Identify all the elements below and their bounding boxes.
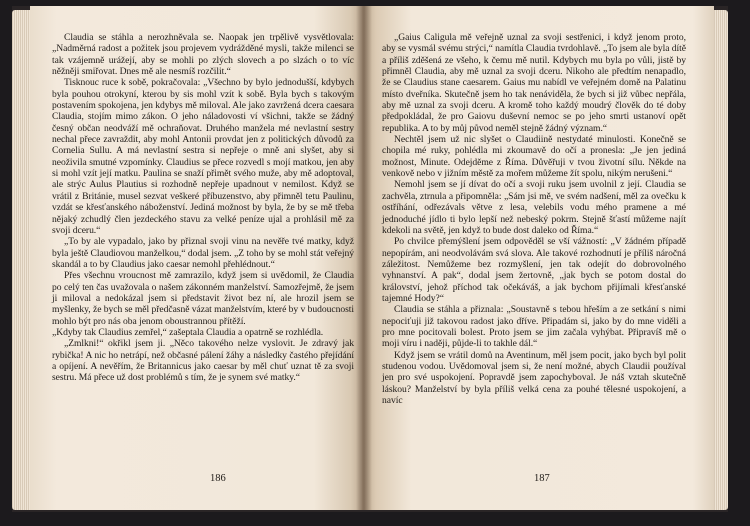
open-book bbox=[12, 6, 728, 512]
page-number-left: 186 bbox=[210, 473, 226, 484]
paragraph: Po chvilce přemýšlení jsem odpověděl se vší vážností: „V žádném případě nepopírám, ani neodvolávám svá slova. Ale takové rozhodnutí je příliš náročná záležitost. Nemůžeme bez rozmyšlení, jen tak odejít do dobrovolného vyhnanství. A pak“, dodal jsem žertovně, „jak bych se potom dostal do království, jehož příchod tak očekáváš, a jak bychom přijímali křesťanské tajemné Hody?“ bbox=[382, 236, 686, 304]
page-edges-right bbox=[712, 10, 728, 510]
paragraph: Nemohl jsem se jí dívat do očí a svoji ruku jsem uvolnil z její. Claudia se zachvěla, ztrnula a připomněla: „Sám jsi mě, ve svém nadšení, měl za ovečku k ostříhání, odřezávals větve z lesa, velebils vodu mého pramene a mé jednoduché jídlo ti bylo lepší než nebeský pokrm. Stejně šťastí můžeme najít kdekoli na světě, jen když to bude dost daleko od Říma.“ bbox=[382, 179, 686, 236]
paragraph: Přes všechnu vroucnost mě zamrazilo, když jsem si uvědomil, že Claudia po celý ten čas uvažovala o našem zákonném manželství. Samozřejmě, že jsem ji miloval a nedokázal jsem si představit život bez ní, ale hrozil jsem se myšlenky, že bych se měl předčasně vázat manželstvím, které by v budoucnosti mohlo být pro nás oba jenom oboustrannou přítěží. bbox=[52, 270, 354, 327]
page-number-right: 187 bbox=[534, 473, 550, 484]
left-page-text bbox=[52, 32, 354, 384]
paragraph: Claudia se stáhla a přiznala: „Soustavně s tebou hřeším a ze setkání s nimi nepociťuji již takovou radost jako dříve. Připadám si, jako by do mne viděli a pro mne pocitovali bolest. Proto jsem se jim začala vyhýbat. Připravíš mě o moji víru i naději, půjde-li to takhle dál.“ bbox=[382, 304, 686, 350]
paragraph: Claudia se stáhla a nerozhněvala se. Naopak jen trpělivě vysvětlovala: „Nadměrná radost a požitek jsou projevem vydrážděné mysli, takže milenci se tak vzájemně urážejí, aby se mohli po zlých slovech a po slzách o to víc něžněji smiřovat. Dnes mě ale nesmíš rozčilit.“ bbox=[52, 32, 354, 78]
paragraph: Když jsem se vrátil domů na Aventinum, měl jsem pocit, jako bych byl polit studenou vodou. Uvědomoval jsem si, že není možné, abych Claudii používal jen pro své uspokojení. Popravdě jsem zapochyboval. Je náš vztah skutečně láskou? Manželství by byla příliš velká cena za pouhé tělesné uspokojení, a navíc bbox=[382, 349, 686, 406]
paragraph: „Kdyby tak Claudius zemřel,“ zašeptala Claudia a opatrně se rozhlédla. bbox=[52, 326, 324, 338]
paragraph: Tisknouc ruce k sobě, pokračovala: „Všechno by bylo jednodušší, kdybych byla pouhou otrokyní, kterou by sis mohl vzít k sobě. Byla bych s takovým postavením spokojena, jen kdybys mě miloval. Ale jako zavržená dcera caesara Claudia, stojím mimo zákon. O jeho náladovosti ví všichni, takže se žádný česný občan neodváží mě ochraňovat. Druhého manžela mé nevlastní sestry nechal přece zavraždit, aby mohl Antonii provdat jen z politických důvodů za Cornelia Sullu. A má nevlastní sestra si nepřeje o mně ani slyšet, aby si neoživila smutné vzpomínky. Claudius se přece rozvedl s mojí matkou, jen aby si mohl vzít její matku. Paulina se snaží přimět svého muže, aby mě adoptoval, ale strýc Aulus Plautius si rozhodně nepřeje upadnout v nemilost. Když se vrátil z Británie, musel sezvat veškeré příbuzenstvo, aby přimněl tetu Paulinu, vzdát se křesťanského náboženství. Jediná možnost by byla, že by se mě třeba nějaký zchudlý člen jezdeckého stavu za velké peníze ujal a prohlásil mě za svoji dceru.“ bbox=[52, 77, 354, 236]
paragraph: „To by ale vypadalo, jako by přiznal svoji vinu na nevěře tvé matky, když byla ještě Claudiovou manželkou,“ dodal jsem. „Z toho by se mohl stát veřejný skandál a to by Claudius jako caesar nemohl přehlédnout.“ bbox=[52, 236, 354, 270]
paragraph: „Zmlkni!“ okřikl jsem ji. „Něco takového nelze vyslovit. Je zdravý jak rybička! A nic ho netrápí, než občasné pálení žáhy a následky častého přejídání a opíjení. A nevěřím, že Britannicus jako caesar by měl chuť uznat tě za svoji sestru. Má přece už dost problémů s tím, že je synem své matky.“ bbox=[52, 338, 354, 384]
right-page-text bbox=[382, 32, 686, 406]
paragraph: „Gaius Caligula mě veřejně uznal za svoji sestřenici, i když jenom proto, aby se vysmál svému strýci,“ namítla Claudia tvrdohlavě. „To jsem ale byla dítě a příliš zděšená ze všeho, k čemu mě nutil. Kdybych mu byla po vůli, jistě by přimněl Claudia, aby mě uznal za svoji dceru. Nikoho ale předtím nenapadlo, že se Claudius stane caesarem. Gaius mu nabídl ve veřejném domě na Palatinu místo dveřníka. Skutečně jsem ho tak nenáviděla, že bych si již vůbec nepřála, aby mě uznal za svoji dceru. A kromě toho každý moudrý člověk do té doby předpokládal, že pro Gaiovu duševní nemoc se po jeho smrti ustanoví opět republika. A to by můj původ neměl stejně žádný význam.“ bbox=[382, 32, 686, 134]
left-page bbox=[30, 6, 364, 510]
paragraph: Nechtěl jsem už nic slyšet o Claudiině nestydaté minulosti. Konečně se chopila mé ruky, pohlédla mi zkoumavě do očí a pronesla: „Je jen jediná možnost, Minute. Odejděme z Říma. Důvěřuji v tvou životní sílu. Někde na venkově nebo v jižním městě za mořem můžeme žít spolu, nikým nerušeni.“ bbox=[382, 134, 686, 180]
right-page bbox=[362, 6, 714, 510]
book-gutter bbox=[356, 6, 372, 510]
page-edges-left bbox=[12, 10, 32, 510]
